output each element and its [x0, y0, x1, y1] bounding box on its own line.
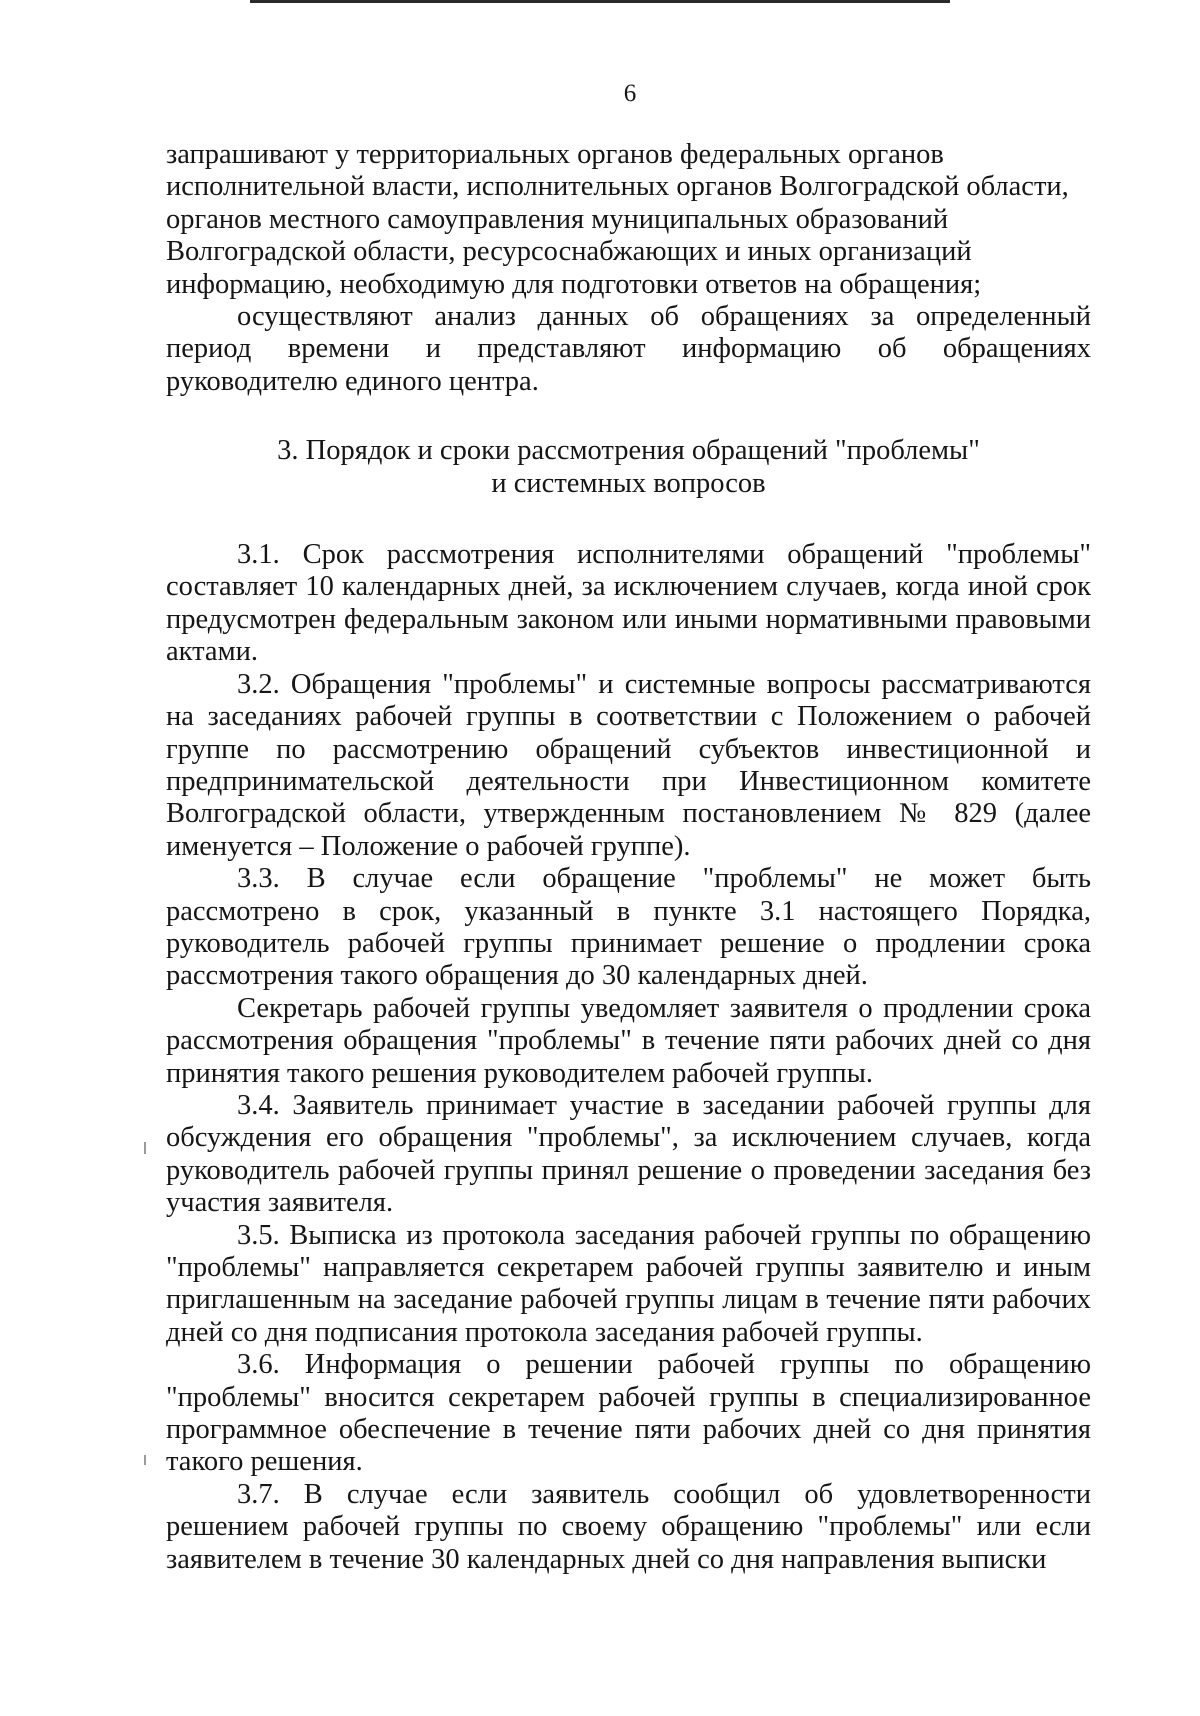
clause-3-7: 3.7. В случае если заявитель сообщил об удовлетворенности решением рабочей группы по своему обращению "проблемы" или если заявителем в течение 30 календарных дней со дня направления выписки: [166, 1478, 1091, 1575]
paragraph-secretary-notice: Секретарь рабочей группы уведомляет заявителя о продлении срока рассмотрения обращения "проблемы" в течение пяти рабочих дней со дня принятия такого решения руководителем рабочей группы.: [166, 992, 1091, 1089]
clause-3-1: 3.1. Срок рассмотрения исполнителями обращений "проблемы" составляет 10 календарных дней, за исключением случаев, когда иной срок предусмотрен федеральным законом или иными нормативными правовыми актами.: [166, 539, 1091, 668]
clause-3-6: 3.6. Информация о решении рабочей группы по обращению "проблемы" вносится секретарем рабочей группы в специализированное программное обеспечение в течение пяти рабочих дней со дня принятия такого решения.: [166, 1349, 1091, 1478]
section-heading: [166, 435, 1091, 500]
clause-3-4: 3.4. Заявитель принимает участие в заседании рабочей группы для обсуждения его обращения "проблемы", за исключением случаев, когда руководитель рабочей группы принял решение о проведении заседания без участия заявителя.: [166, 1089, 1091, 1219]
scan-margin-mark: [144, 1455, 146, 1465]
section-heading-line: и системных вопросов: [491, 467, 766, 499]
scan-margin-mark: [144, 1142, 146, 1154]
clause-3-2: 3.2. Обращения "проблемы" и системные вопросы рассматриваются на заседаниях рабочей группы в соответствии с Положением о рабочей группе по рассмотрению обращений субъектов инвестиционной и предпринимательской деятельности при Инвестиционном комитете Волгоградской области, утвержденным постановлением № 829 (далее именуется – Положение о рабочей группе).: [166, 668, 1091, 862]
paragraph-analysis: осуществляют анализ данных об обращениях за определенный период времени и представляют информацию об обращениях руководителю единого центра.: [166, 301, 1091, 397]
document-body: [166, 139, 1091, 1576]
page-number: 6: [623, 80, 637, 107]
clause-3-3: 3.3. В случае если обращение "проблемы" не может быть рассмотрено в срок, указанный в пункте 3.1 настоящего Порядка, руководитель рабочей группы принимает решение о продлении срока рассмотрения такого обращения до 30 календарных дней.: [166, 863, 1091, 992]
scan-top-edge: [250, 0, 950, 3]
paragraph-requests: запрашивают у территориальных органов федеральных органов исполнительной власти, исполнительных органов Волгоградской области, органов местного самоуправления муниципальных образований Волгоградской области, ресурсоснабжающих и иных организаций информацию, необходимую для подготовки ответов на обращения;: [166, 139, 1069, 300]
clause-3-5: 3.5. Выписка из протокола заседания рабочей группы по обращению "проблемы" направляется секретарем рабочей группы заявителю и иным приглашенным на заседание рабочей группы лицам в течение пяти рабочих дней со дня подписания протокола заседания рабочей группы.: [166, 1219, 1091, 1348]
section-heading-line: 3. Порядок и сроки рассмотрения обращений "проблемы": [277, 435, 980, 467]
